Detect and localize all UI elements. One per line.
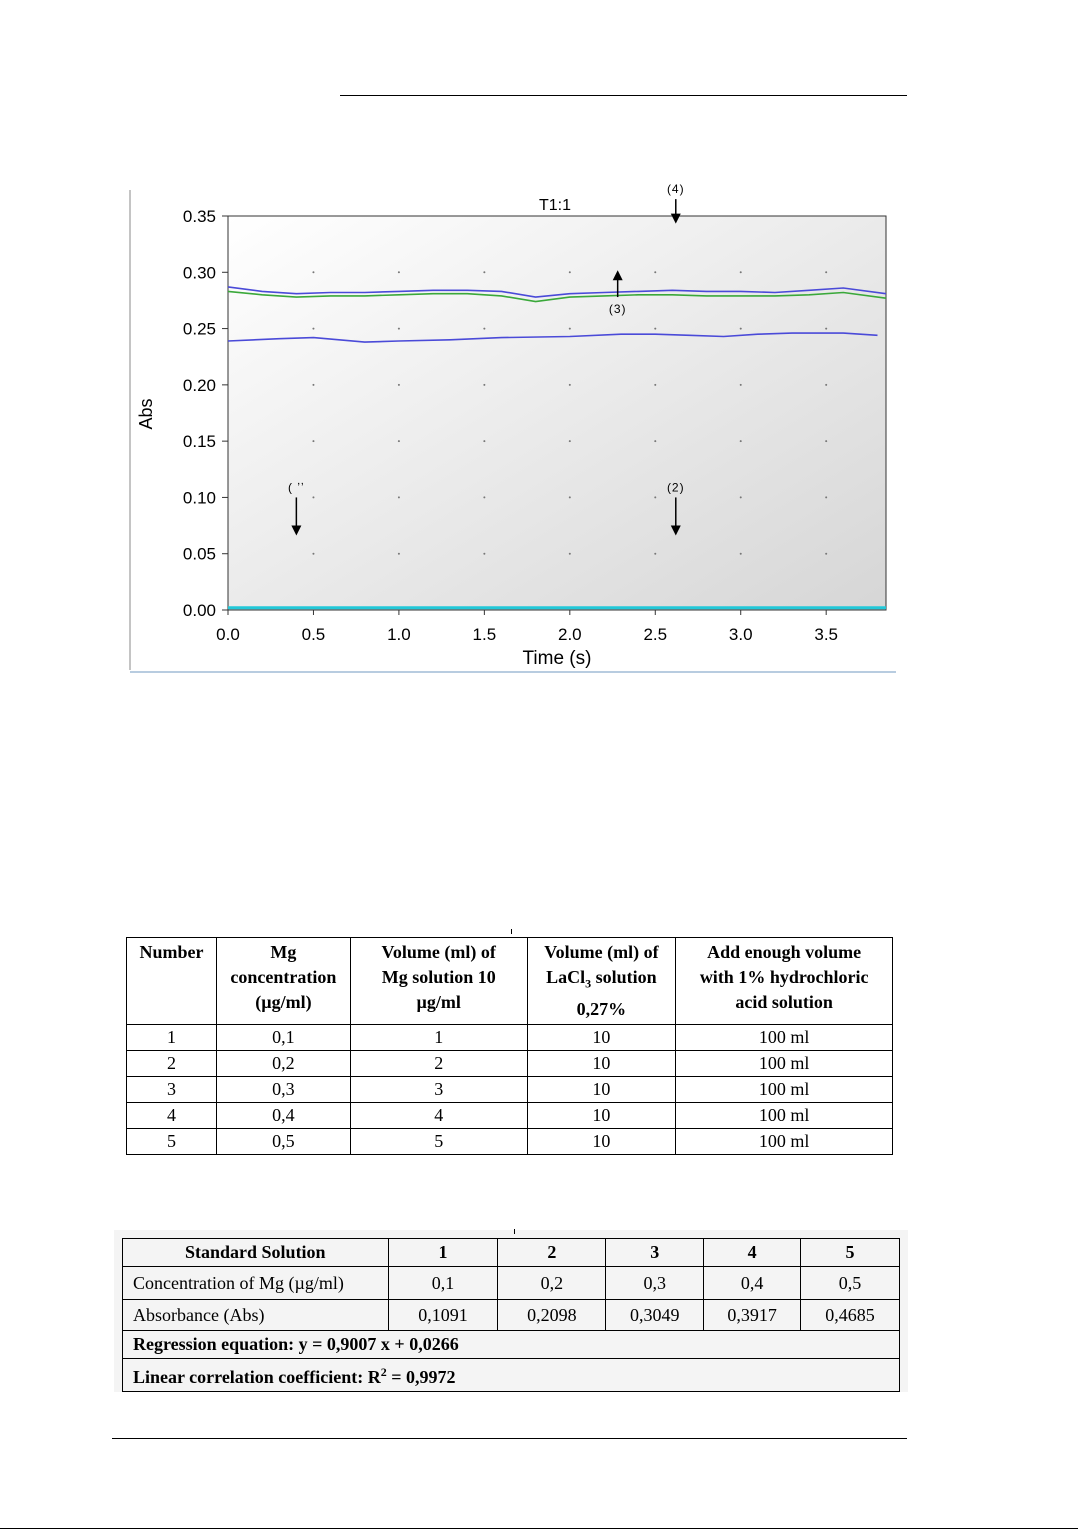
table-cell: 0,2098 xyxy=(498,1300,606,1331)
x-tick-label: 0.0 xyxy=(216,625,240,644)
table-row xyxy=(127,1128,893,1154)
table-cell: 100 ml xyxy=(676,1050,893,1076)
y-tick-label: 0.35 xyxy=(182,207,216,226)
absorbance-chart xyxy=(128,168,896,676)
table-cell: 0,2 xyxy=(498,1267,606,1300)
table-cell: 0,2 xyxy=(216,1050,350,1076)
header-standard-solution: Standard Solution xyxy=(123,1239,389,1267)
table-row xyxy=(123,1239,900,1267)
chart-title: T1:1 xyxy=(538,197,572,214)
y-tick-label: 0.05 xyxy=(182,544,216,564)
table-cell: 5 xyxy=(801,1239,900,1267)
grid-dot xyxy=(740,328,742,330)
grid-dot xyxy=(569,553,571,555)
grid-dot xyxy=(569,440,571,442)
table-cell: 0,1091 xyxy=(388,1300,498,1331)
absorbance-label: Absorbance (Abs) xyxy=(123,1300,389,1331)
header-mg-volume: Volume (ml) of Mg solution 10 µg/ml xyxy=(350,938,527,1025)
table-cell: 2 xyxy=(350,1050,527,1076)
grid-dot xyxy=(654,553,656,555)
grid-dot xyxy=(483,496,485,498)
table-cell: 0,3 xyxy=(606,1267,704,1300)
grid-dot xyxy=(569,271,571,273)
table-cell: 1 xyxy=(388,1239,498,1267)
header-hcl-volume: Add enough volume with 1% hydrochloric acid solution xyxy=(676,938,893,1025)
grid-dot xyxy=(398,271,400,273)
regression-equation: Regression equation: y = 0,9007 x + 0,0266 xyxy=(123,1331,900,1359)
x-tick-label: 3.0 xyxy=(728,625,753,644)
chart-svg xyxy=(128,168,896,676)
grid-dot xyxy=(398,440,400,442)
table-cell: 10 xyxy=(527,1076,676,1102)
grid-dot xyxy=(398,328,400,330)
header-rule xyxy=(340,95,907,96)
table-cell: 0,5 xyxy=(801,1267,900,1300)
table-cell: 3 xyxy=(350,1076,527,1102)
grid-dot xyxy=(569,384,571,386)
table1-caption-mark xyxy=(511,929,512,934)
calibration-table xyxy=(122,1238,900,1392)
grid-dot xyxy=(825,496,827,498)
grid-dot xyxy=(483,384,485,386)
table-cell: 2 xyxy=(127,1050,217,1076)
grid-dot xyxy=(825,384,827,386)
table-cell: 10 xyxy=(527,1050,676,1076)
table-cell: 0,1 xyxy=(388,1267,498,1300)
grid-dot xyxy=(740,553,742,555)
table-row xyxy=(127,1024,893,1050)
table-cell: 100 ml xyxy=(676,1128,893,1154)
plot-area xyxy=(228,216,886,610)
table-cell: 0,3917 xyxy=(704,1300,801,1331)
table-cell: 0,1 xyxy=(216,1024,350,1050)
grid-dot xyxy=(825,553,827,555)
x-tick-label: 0.5 xyxy=(301,625,326,644)
grid-dot xyxy=(312,384,314,386)
table-cell: 3 xyxy=(127,1076,217,1102)
grid-dot xyxy=(483,553,485,555)
y-tick-label: 0.00 xyxy=(182,601,216,620)
y-axis-label: Abs xyxy=(136,398,156,430)
table-row xyxy=(123,1267,900,1300)
table-cell: 10 xyxy=(527,1102,676,1128)
grid-dot xyxy=(825,440,827,442)
footer-rule xyxy=(112,1438,907,1439)
y-tick-label: 0.15 xyxy=(182,432,216,452)
grid-dot xyxy=(483,440,485,442)
grid-dot xyxy=(312,440,314,442)
y-tick-label: 0.10 xyxy=(182,488,216,508)
table-cell: 3 xyxy=(606,1239,704,1267)
correlation-prefix: Linear correlation coefficient: R xyxy=(133,1367,381,1387)
x-tick-label: 3.5 xyxy=(814,625,839,644)
correlation-suffix: = 0,9972 xyxy=(386,1367,456,1387)
grid-dot xyxy=(398,384,400,386)
annotation-label: (2) xyxy=(666,480,685,495)
table-cell: 0,3049 xyxy=(606,1300,704,1331)
table-cell: 5 xyxy=(127,1128,217,1154)
annotation-label: ( ʼʼ xyxy=(288,480,305,495)
grid-dot xyxy=(312,496,314,498)
x-tick-label: 1.0 xyxy=(387,625,411,644)
preparation-table xyxy=(126,937,893,1155)
table-row xyxy=(127,1050,893,1076)
grid-dot xyxy=(740,384,742,386)
grid-dot xyxy=(654,328,656,330)
x-ticks xyxy=(216,610,838,644)
table-cell: 5 xyxy=(350,1128,527,1154)
y-tick-label: 0.20 xyxy=(182,375,216,395)
table-cell: 2 xyxy=(498,1239,606,1267)
x-tick-label: 2.0 xyxy=(557,625,582,644)
table-cell: 100 ml xyxy=(676,1024,893,1050)
y-ticks xyxy=(183,207,228,620)
grid-dot xyxy=(483,328,485,330)
grid-dot xyxy=(569,496,571,498)
table-cell: 0,3 xyxy=(216,1076,350,1102)
grid-dot xyxy=(398,553,400,555)
table-cell: 0,5 xyxy=(216,1128,350,1154)
correlation-sup: 2 xyxy=(380,1365,387,1379)
grid-dot xyxy=(654,384,656,386)
table-cell: 10 xyxy=(527,1128,676,1154)
table-cell: 4 xyxy=(350,1102,527,1128)
table-row xyxy=(127,1076,893,1102)
table-row xyxy=(123,1359,900,1392)
table-row xyxy=(123,1300,900,1331)
grid-dot xyxy=(654,271,656,273)
grid-dot xyxy=(569,328,571,330)
table-cell: 4 xyxy=(704,1239,801,1267)
grid-dot xyxy=(740,271,742,273)
header-number: Number xyxy=(127,938,217,1025)
table-cell: 0,4 xyxy=(216,1102,350,1128)
table2-caption-mark xyxy=(514,1229,515,1234)
grid-dot xyxy=(825,328,827,330)
table-cell: 1 xyxy=(350,1024,527,1050)
y-tick-label: 0.25 xyxy=(182,319,216,339)
grid-dot xyxy=(398,496,400,498)
annotation-label: (3) xyxy=(608,302,627,317)
x-tick-label: 1.5 xyxy=(472,625,497,644)
grid-dot xyxy=(654,496,656,498)
table-cell: 0,4 xyxy=(704,1267,801,1300)
table-row xyxy=(127,1102,893,1128)
table-cell: 4 xyxy=(127,1102,217,1128)
table-header-row xyxy=(127,938,893,1025)
annotation-label: (4) xyxy=(666,182,685,197)
concentration-label: Concentration of Mg (µg/ml) xyxy=(123,1267,389,1300)
table-cell: 0,4685 xyxy=(801,1300,900,1331)
grid-dot xyxy=(312,553,314,555)
page-bottom-rule xyxy=(0,1528,1078,1529)
table-cell: 1 xyxy=(127,1024,217,1050)
header-lacl3-volume: Volume (ml) of LaCl$_3$ solution 0,27% xyxy=(527,938,676,1025)
x-tick-label: 2.5 xyxy=(643,625,668,644)
table-cell: 10 xyxy=(527,1024,676,1050)
grid-dot xyxy=(740,440,742,442)
y-tick-label: 0.30 xyxy=(182,263,216,283)
grid-dot xyxy=(654,440,656,442)
grid-dot xyxy=(312,328,314,330)
header-mg-concentration: Mg concentration (µg/ml) xyxy=(216,938,350,1025)
grid-dot xyxy=(825,271,827,273)
table-cell: 100 ml xyxy=(676,1102,893,1128)
grid-dot xyxy=(312,271,314,273)
correlation-coefficient xyxy=(123,1359,900,1392)
table-cell: 100 ml xyxy=(676,1076,893,1102)
grid-dot xyxy=(740,496,742,498)
grid-dot xyxy=(483,271,485,273)
x-axis-label: Time (s) xyxy=(522,648,592,669)
table-row xyxy=(123,1331,900,1359)
